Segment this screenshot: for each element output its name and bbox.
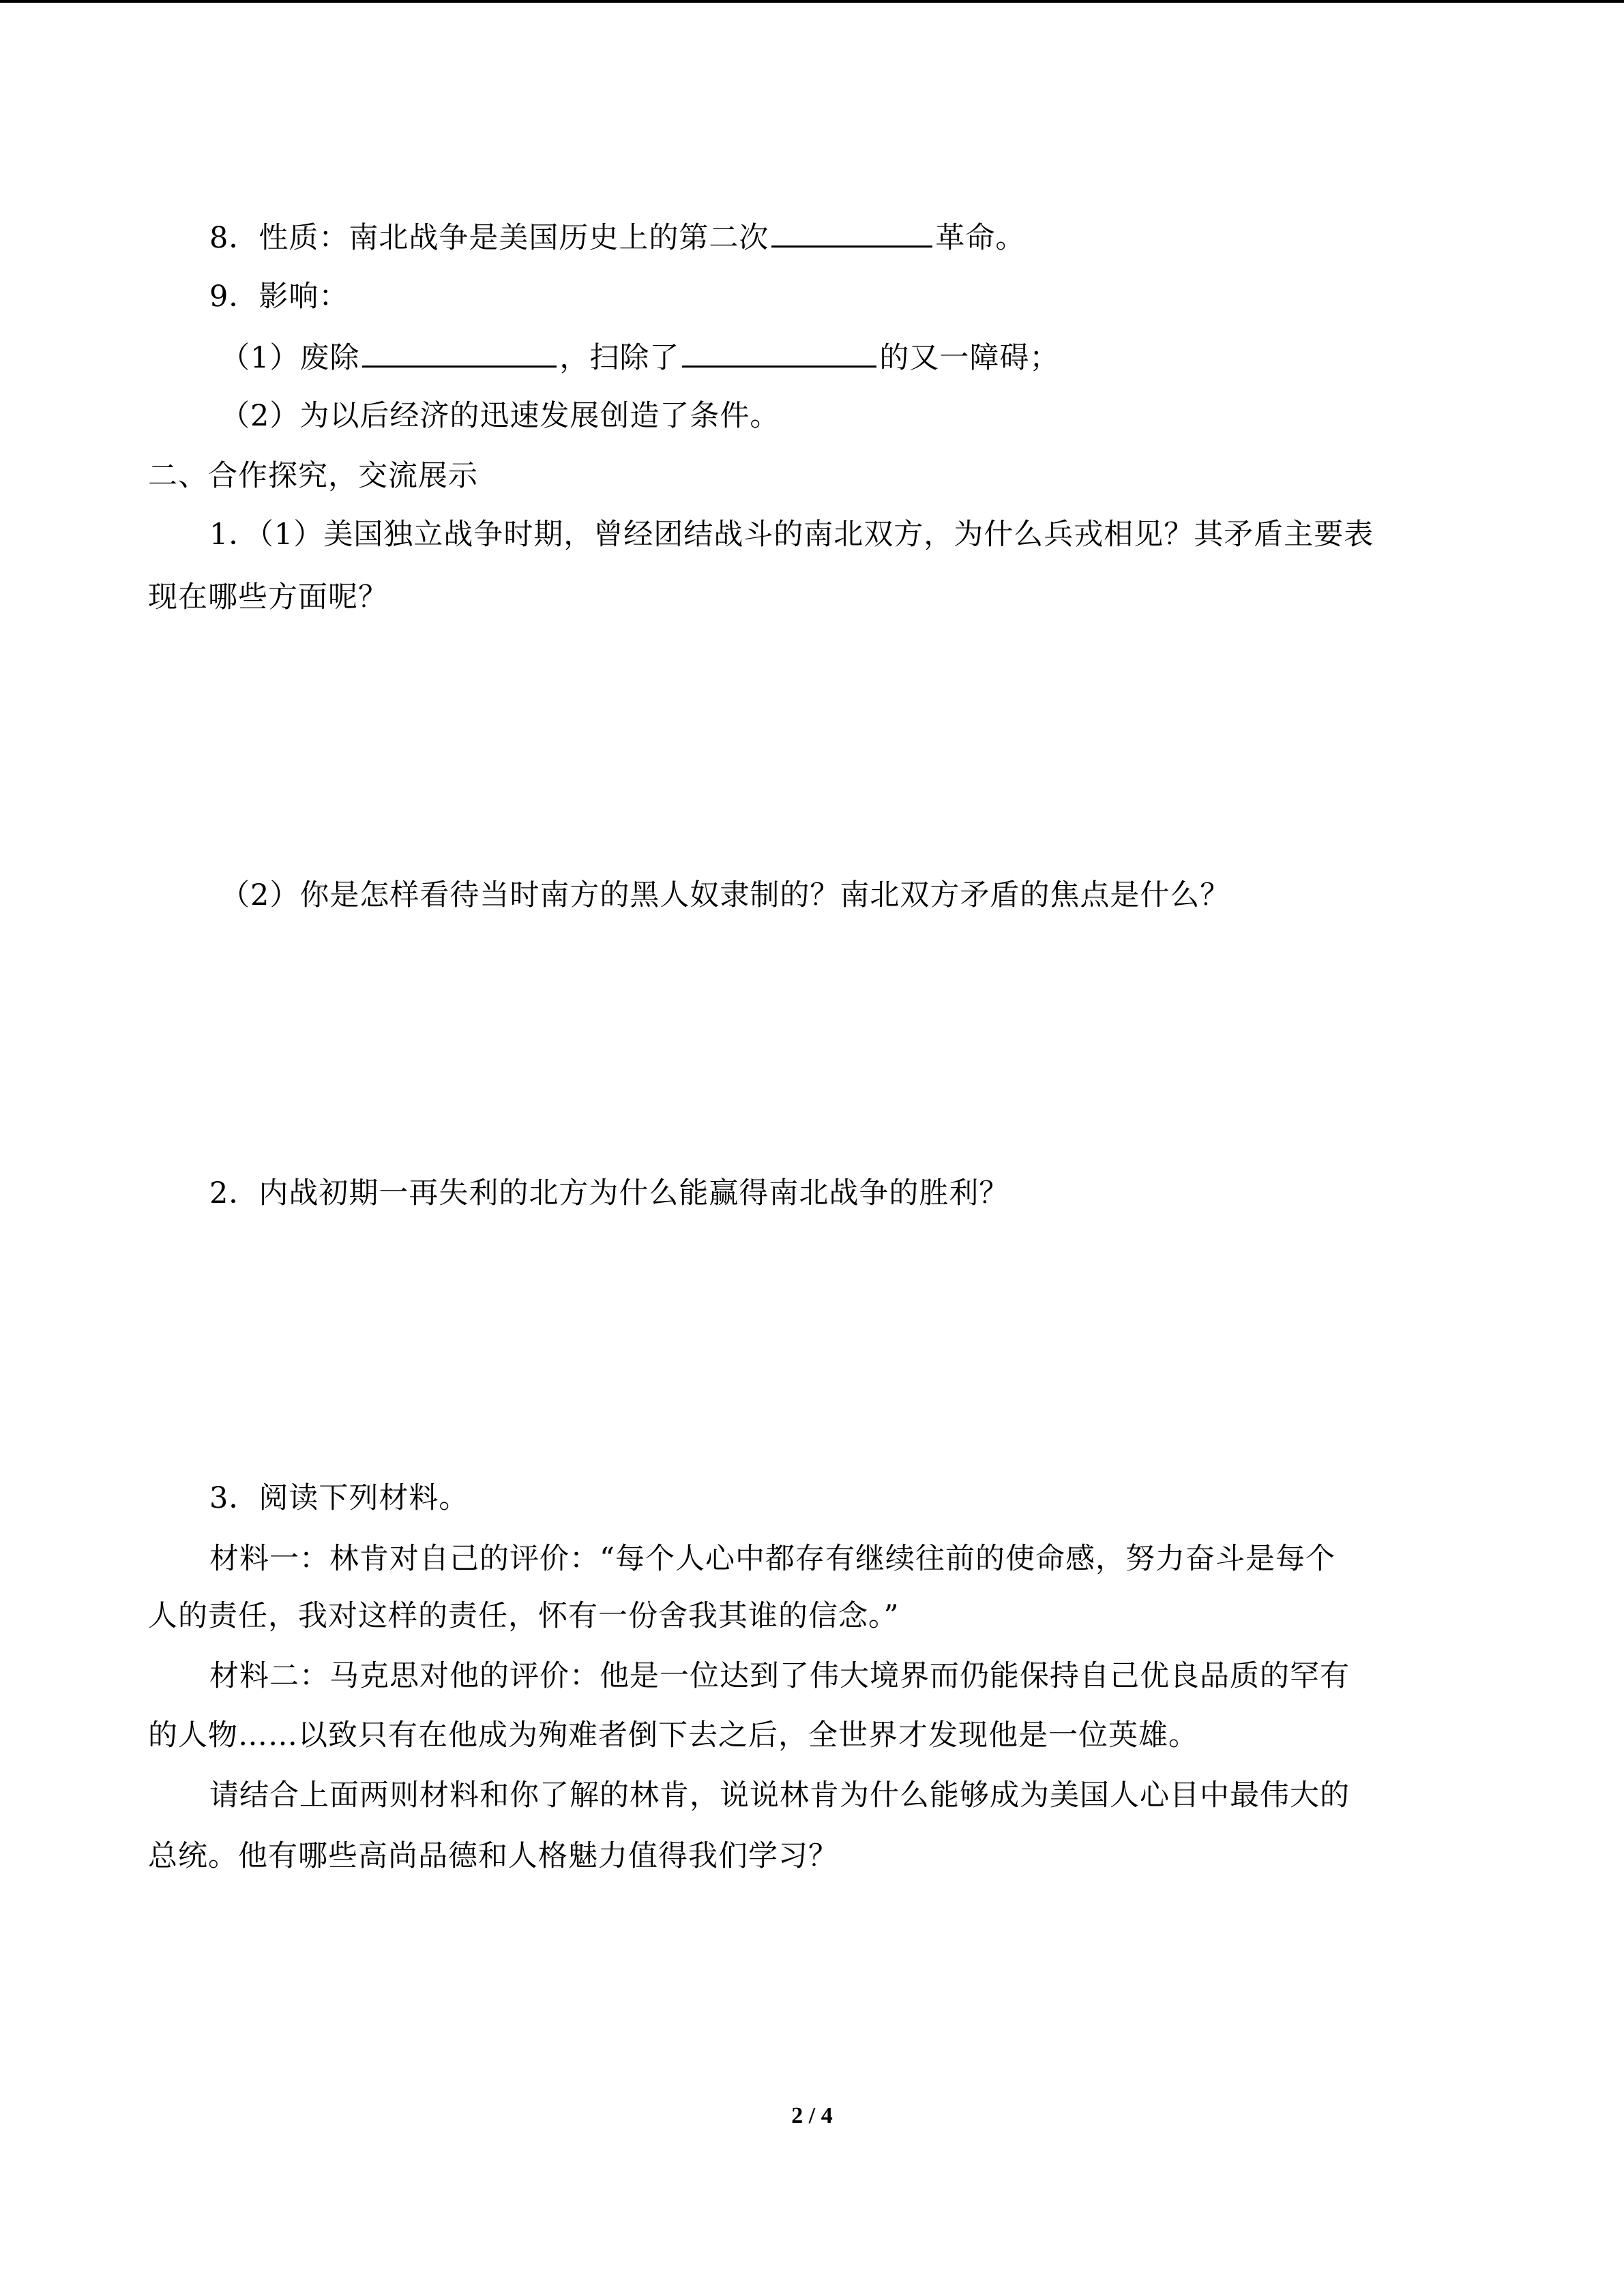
question-3-ask-line-1: 请结合上面两则材料和你了解的林肯，说说林肯为什么能够成为美国人心目中最伟大的 <box>209 1778 1350 1813</box>
item-9-title: 9．影响： <box>209 280 349 314</box>
material-1-line-1: 材料一：林肯对自己的评价：“每个人心中都存有继续往前的使命感，努力奋斗是每个 <box>209 1542 1335 1576</box>
item-9-2: （2）为以后经济的迅速发展创造了条件。 <box>220 399 780 433</box>
question-3-ask-line-2: 总统。他有哪些高尚品德和人格魅力值得我们学习？ <box>148 1839 838 1873</box>
item-9-1 <box>220 336 1059 378</box>
page-number: 2 / 4 <box>791 2103 833 2128</box>
item-9-1-part-a: （1）废除 <box>220 341 360 375</box>
item-8 <box>209 215 1025 258</box>
item-8-suffix: 革命。 <box>935 221 1026 255</box>
question-3-title: 3．阅读下列材料。 <box>209 1481 469 1515</box>
answer-blank[interactable] <box>362 336 557 368</box>
item-8-text: 8．性质：南北战争是美国历史上的第二次 <box>209 221 769 255</box>
material-1-line-2: 人的责任，我对这样的责任，怀有一份舍我其谁的信念。” <box>148 1599 900 1633</box>
material-2-line-2: 的人物……以致只有在他成为殉难者倒下去之后，全世界才发现他是一位英雄。 <box>148 1718 1198 1753</box>
question-1-line-2: 现在哪些方面呢？ <box>148 580 388 614</box>
answer-blank[interactable] <box>682 336 876 368</box>
answer-blank[interactable] <box>771 215 932 248</box>
section-heading: 二、合作探究，交流展示 <box>148 459 478 493</box>
item-9-1-part-b: ，扫除了 <box>559 341 680 375</box>
question-1-sub-2: （2）你是怎样看待当时南方的黑人奴隶制的？南北双方矛盾的焦点是什么？ <box>220 878 1230 912</box>
question-2: 2．内战初期一再失利的北方为什么能赢得南北战争的胜利？ <box>209 1176 1009 1210</box>
item-9-1-part-c: 的又一障碍； <box>879 341 1060 375</box>
material-2-line-1: 材料二：马克思对他的评价：他是一位达到了伟大境界而仍能保持自己优良品质的罕有 <box>209 1659 1350 1693</box>
question-1-line-1: 1．（1）美国独立战争时期，曾经团结战斗的南北双方，为什么兵戎相见？其矛盾主要表 <box>209 518 1374 552</box>
page-top-border <box>0 0 1624 3</box>
